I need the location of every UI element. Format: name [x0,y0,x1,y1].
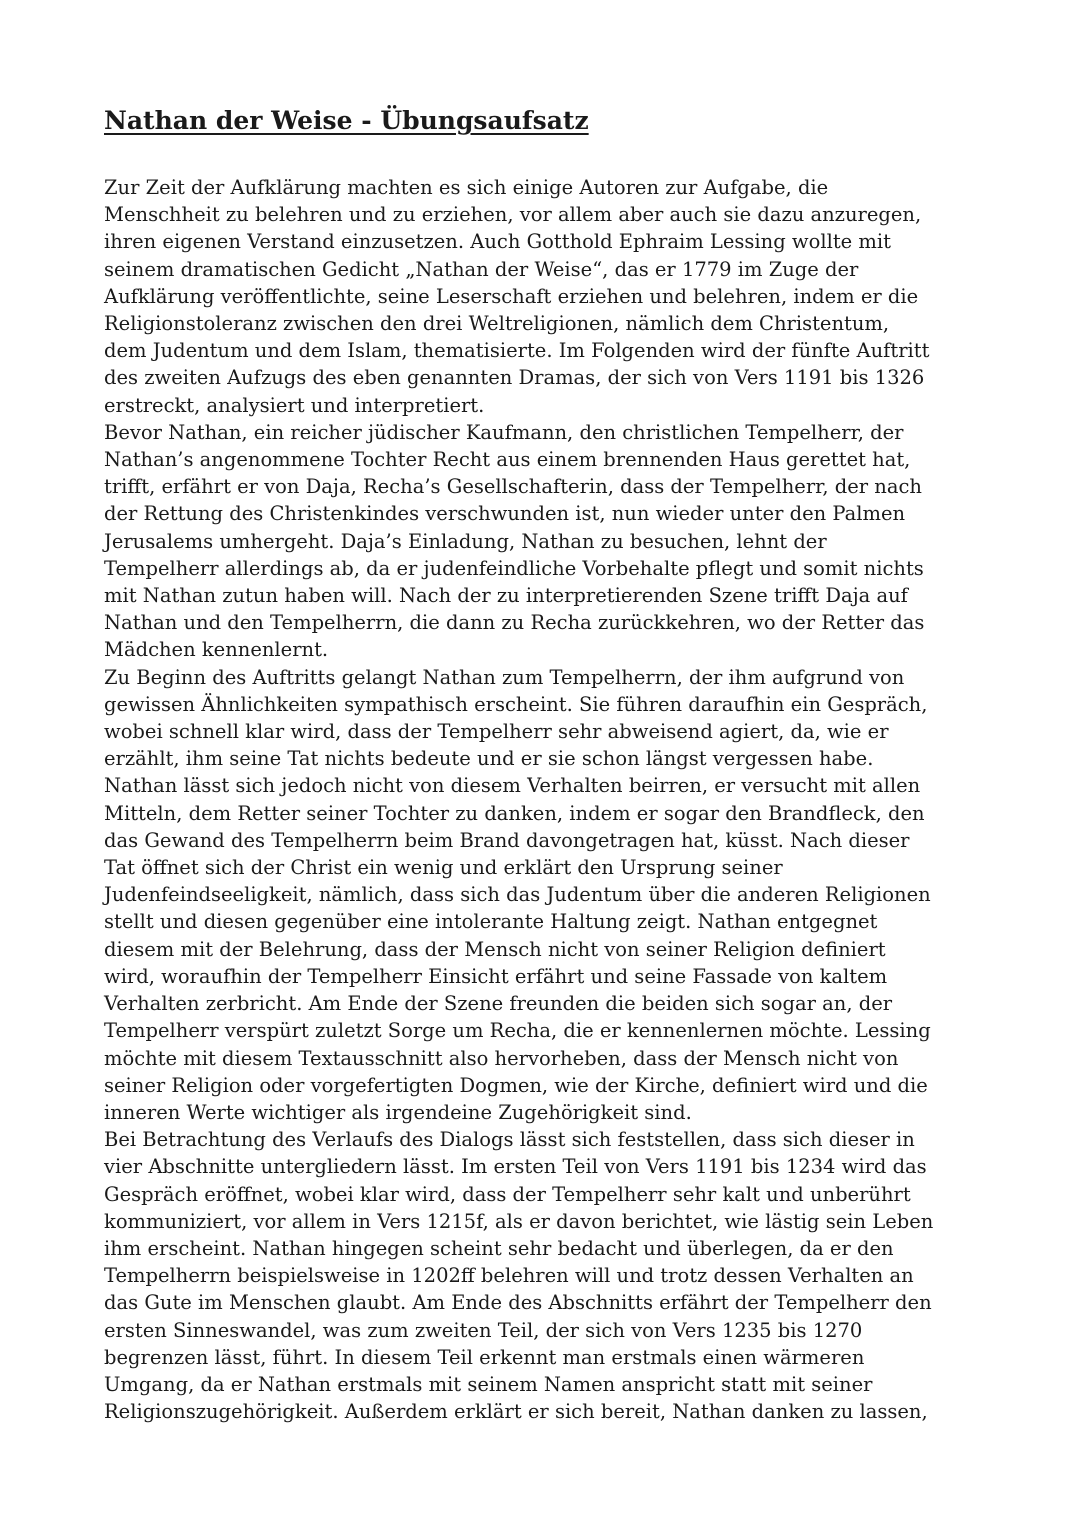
text-line: Mitteln, dem Retter seiner Tochter zu danken, indem er sogar den Brandfleck, den [104,801,925,825]
text-line: Religionszugehörigkeit. Außerdem erklärt er sich bereit, Nathan danken zu lassen, [104,1400,928,1424]
text-line: Tempelherrn beispielsweise in 1202ff belehren will und trotz dessen Verhalten an [104,1264,914,1288]
text-line: stellt und diesen gegenüber eine intolerante Haltung zeigt. Nathan entgegnet [104,910,878,934]
text-line: dem Judentum und dem Islam, thematisierte. Im Folgenden wird der fünfte Auftritt [104,339,930,363]
text-line: Nathan’s angenommene Tochter Recht aus einem brennenden Haus gerettet hat, [104,448,911,472]
text-line: Gespräch eröffnet, wobei klar wird, dass der Tempelherr sehr kalt und unberührt [104,1182,911,1206]
text-line: Umgang, da er Nathan erstmals mit seinem Namen anspricht statt mit seiner [104,1372,873,1396]
text-line: möchte mit diesem Textausschnitt also hervorheben, dass der Mensch nicht von [104,1046,899,1070]
text-line: inneren Werte wichtiger als irgendeine Zugehörigkeit sind. [104,1100,692,1124]
text-line: seinem dramatischen Gedicht „Nathan der Weise“, das er 1779 im Zuge der [104,257,859,281]
text-line: mit Nathan zutun haben will. Nach der zu interpretierenden Szene trifft Daja auf [104,584,908,608]
text-line: wird, woraufhin der Tempelherr Einsicht erfährt und seine Fassade von kaltem [104,964,888,988]
text-line: Tempelherr allerdings ab, da er judenfeindliche Vorbehalte pflegt und somit nichts [104,556,924,580]
text-line: Menschheit zu belehren und zu erziehen, vor allem aber auch sie dazu anzuregen, [104,203,922,227]
text-line: Tempelherr verspürt zuletzt Sorge um Recha, die er kennenlernen möchte. Lessing [104,1019,931,1043]
text-line: Nathan lässt sich jedoch nicht von diesem Verhalten beirren, er versucht mit allen [104,774,921,798]
text-line: gewissen Ähnlichkeiten sympathisch erscheint. Sie führen daraufhin ein Gespräch, [104,692,928,716]
text-line: Aufklärung veröffentlichte, seine Leserschaft erziehen und belehren, indem er die [104,284,919,308]
text-line: des zweiten Aufzugs des eben genannten Dramas, der sich von Vers 1191 bis 1326 [104,366,925,390]
text-line: Zu Beginn des Auftritts gelangt Nathan zum Tempelherrn, der ihm aufgrund von [104,665,905,689]
text-line: Tat öffnet sich der Christ ein wenig und erklärt den Ursprung seiner [104,856,783,880]
text-line: ihm erscheint. Nathan hingegen scheint sehr bedacht und überlegen, da er den [104,1236,894,1260]
text-line: Bevor Nathan, ein reicher jüdischer Kaufmann, den christlichen Tempelherr, der [104,420,904,444]
text-line: das Gewand des Tempelherrn beim Brand davongetragen hat, küsst. Nach dieser [104,828,910,852]
document-title: Nathan der Weise - Übungsaufsatz [104,106,589,135]
text-line: Mädchen kennenlernt. [104,638,329,662]
text-line: Judenfeindseeligkeit, nämlich, dass sich das Judentum über die anderen Religionen [104,883,931,907]
text-line: das Gute im Menschen glaubt. Am Ende des Abschnitts erfährt der Tempelherr den [104,1291,932,1315]
document-page [104,104,934,1425]
text-line: Verhalten zerbricht. Am Ende der Szene freunden die beiden sich sogar an, der [104,992,893,1016]
text-line: begrenzen lässt, führt. In diesem Teil erkennt man erstmals einen wärmeren [104,1345,865,1369]
text-line: Religionstoleranz zwischen den drei Weltreligionen, nämlich dem Christentum, [104,312,890,336]
text-line: ersten Sinneswandel, was zum zweiten Teil, der sich von Vers 1235 bis 1270 [104,1318,863,1342]
document-body [104,174,934,1425]
text-line: erzählt, ihm seine Tat nichts bedeute und er sie schon längst vergessen habe. [104,747,874,771]
text-line: Bei Betrachtung des Verlaufs des Dialogs lässt sich feststellen, dass sich dieser in [104,1128,915,1152]
text-line: Zur Zeit der Aufklärung machten es sich einige Autoren zur Aufgabe, die [104,176,829,199]
text-line: erstreckt, analysiert und interpretiert. [104,393,485,417]
text-line: trifft, erfährt er von Daja, Recha’s Gesellschafterin, dass der Tempelherr, der nach [104,475,922,499]
text-line: kommuniziert, vor allem in Vers 1215f, als er davon berichtet, wie lästig sein Leben [104,1209,934,1233]
text-line: diesem mit der Belehrung, dass der Mensch nicht von seiner Religion definiert [104,937,886,961]
text-line: Nathan und den Tempelherrn, die dann zu Recha zurückkehren, wo der Retter das [104,611,925,635]
text-line: seiner Religion oder vorgefertigten Dogmen, wie der Kirche, definiert wird und die [104,1073,928,1097]
text-line: der Rettung des Christenkindes verschwunden ist, nun wieder unter den Palmen [104,502,906,526]
text-line: wobei schnell klar wird, dass der Tempelherr sehr abweisend agiert, da, wie er [104,720,889,744]
text-line: vier Abschnitte untergliedern lässt. Im ersten Teil von Vers 1191 bis 1234 wird das [104,1155,927,1179]
text-line: ihren eigenen Verstand einzusetzen. Auch Gotthold Ephraim Lessing wollte mit [104,230,891,254]
text-line: Jerusalems umhergeht. Daja’s Einladung, Nathan zu besuchen, lehnt der [104,529,827,553]
